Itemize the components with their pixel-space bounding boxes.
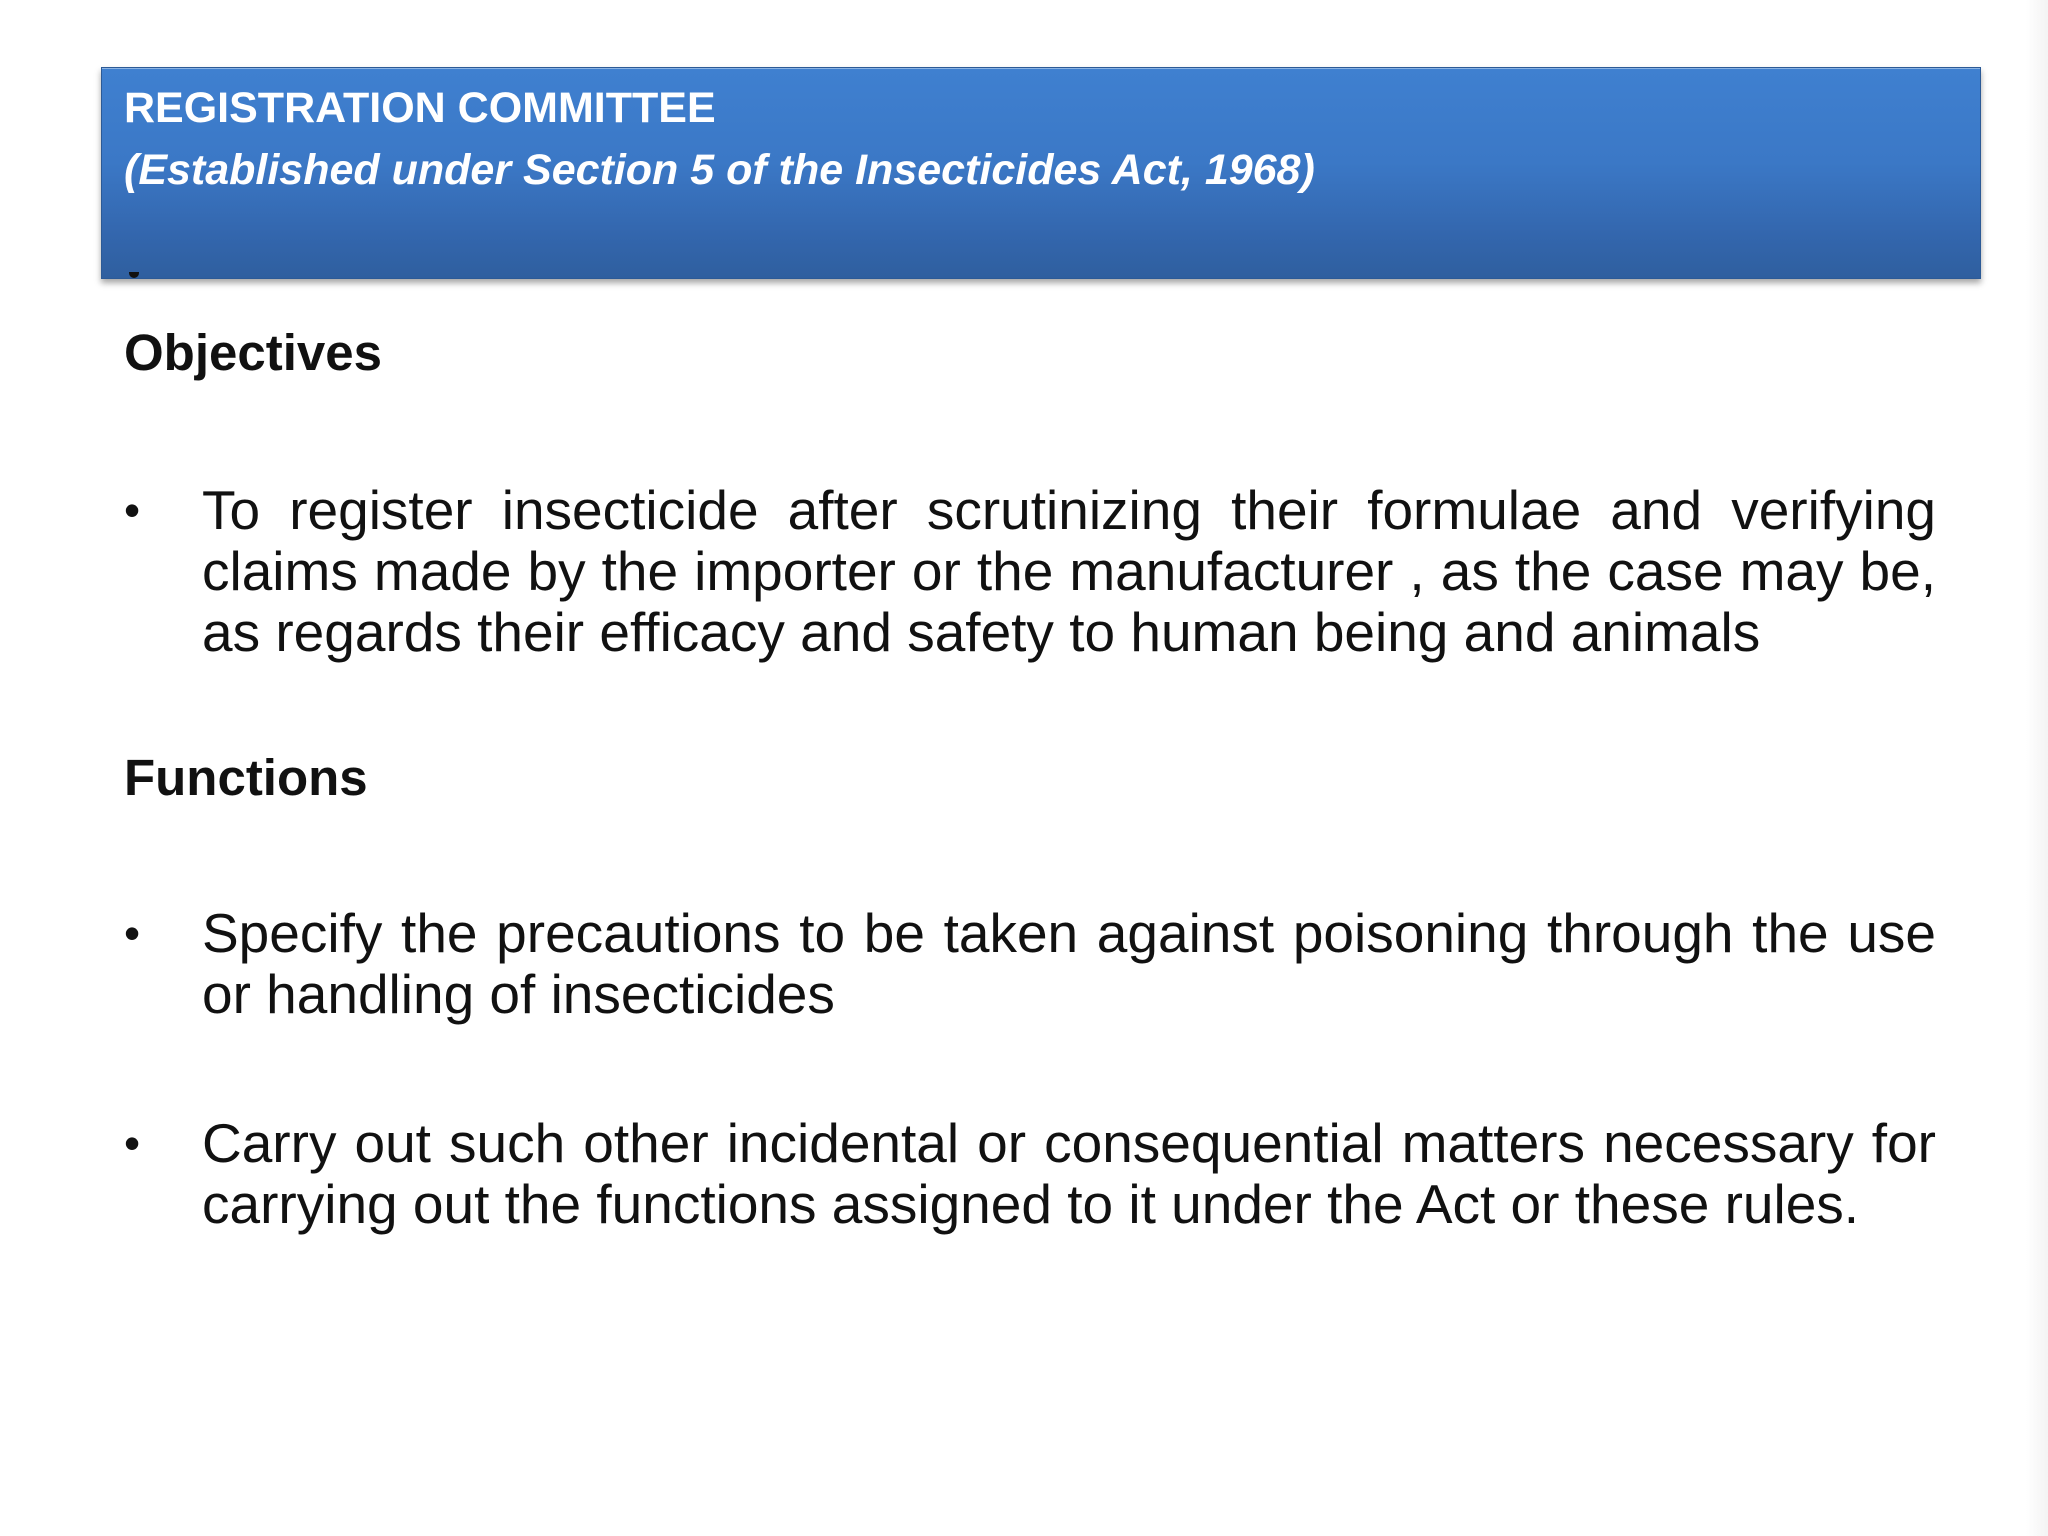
slide-title: REGISTRATION COMMITTEE bbox=[124, 84, 716, 132]
functions-heading: Functions bbox=[124, 749, 368, 806]
objective-bullet-item bbox=[124, 480, 1936, 663]
bullet-icon: • bbox=[124, 484, 141, 536]
function-bullet-item bbox=[124, 903, 1936, 1025]
bullet-icon: • bbox=[124, 1117, 141, 1169]
objective-bullet-text: To register insecticide after scrutinizing their formulae and verifying claims made by the importer or the manufacturer , as the case may be, as regards their efficacy and safety to human being and animals bbox=[202, 479, 1936, 663]
slide-subtitle: (Established under Section 5 of the Insecticides Act, 1968) bbox=[124, 146, 1315, 194]
slide-edge-shadow bbox=[2026, 0, 2048, 1536]
function-bullet-text: Carry out such other incidental or consequential matters necessary for carrying out the functions assigned to it under the Act or these rules. bbox=[202, 1112, 1936, 1235]
bullet-icon: • bbox=[124, 907, 141, 959]
function-bullet-item bbox=[124, 1113, 1936, 1235]
objectives-heading: Objectives bbox=[124, 324, 382, 381]
function-bullet-text: Specify the precautions to be taken against poisoning through the use or handling of insecticides bbox=[202, 902, 1936, 1025]
